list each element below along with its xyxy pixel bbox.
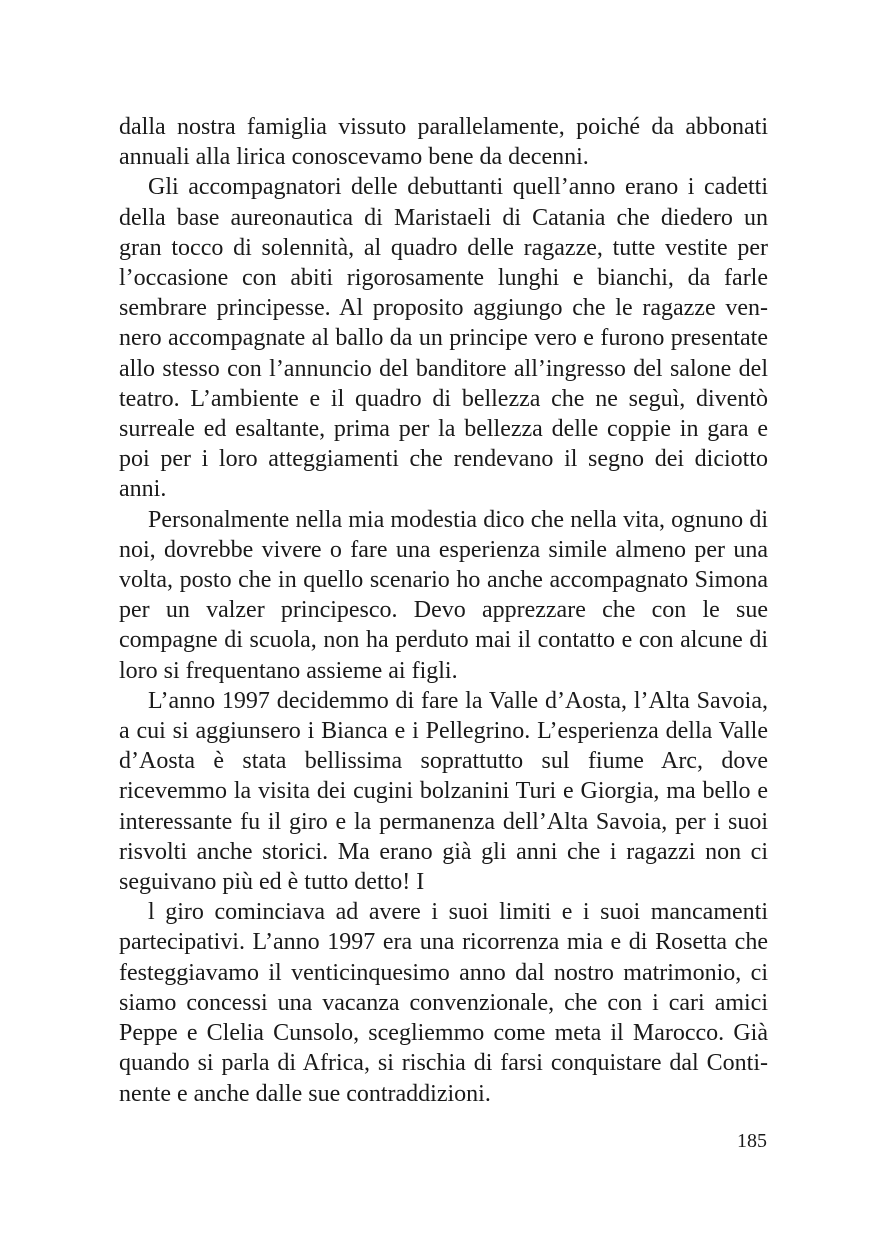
paragraph-3: Personalmente nella mia modestia dico che nella vita, ognuno di noi, dovrebbe vivere o fare una esperienza simile almeno per una volta, posto che in quello scenario ho anche accompagnato Simona per un valzer principesco. Devo apprezzare che con le sue compagne di scuola, non ha perduto mai il contatto e con alcune di loro si frequentano assieme ai figli. [119,506,768,684]
paragraph-5: l giro cominciava ad avere i suoi limiti e i suoi mancamenti partecipativi. L’anno 1997 era una ricorrenza mia e di Rosetta che festeggiavamo il venticinquesimo anno dal nostro matrimonio, ci siamo concessi una vacanza convenzionale, che con i cari amici Peppe e Clelia Cunsolo, scegliemmo come meta il Marocco. Già quando si parla di Africa, si rischia di farsi conquistare dal Continente e anche dalle sue contraddizioni. [119,899,768,1107]
paragraph-4: L’anno 1997 decidemmo di fare la Valle d’Aosta, l’Alta Savoia, a cui si aggiunsero i Bianca e i Pellegrino. L’esperienza della Valle d’Aosta è stata bellissima soprattutto sul fiume Arc, dove ricevemmo la visita dei cugini bolzanini Turi e Giorgia, ma bello e interessante fu il giro e la permanenza dell’Alta Savoia, per i suoi risvolti anche storici. Ma erano già gli anni che i ragazzi non ci seguivano più ed è tutto detto! I [119,687,768,896]
paragraph-1: dalla nostra famiglia vissuto parallelamente, poiché da abbonati annuali alla lirica conoscevamo bene da decenni. [119,114,768,171]
body-text [119,112,768,1109]
paragraph-2: Gli accompagnatori delle debuttanti quell’anno erano i cadetti della base aureonautica di Maristaeli di Catania che diedero un gran tocco di solennità, al quadro delle ragazze, tutte vestite per l’occasione con abiti rigorosamente lunghi e bianchi, da farle sembrare principesse. Al proposito aggiungo che le ragazze vennero accompagnate al ballo da un principe vero e furono presentate allo stesso con l’annuncio del banditore all’ingresso del salone del teatro. L’ambiente e il quadro di bellezza che ne seguì, diventò surreale ed esaltante, prima per la bellezza delle coppie in gara e poi per i loro atteggiamenti che rendevano il segno dei diciotto anni. [119,174,768,503]
page-number: 185 [737,1130,767,1152]
